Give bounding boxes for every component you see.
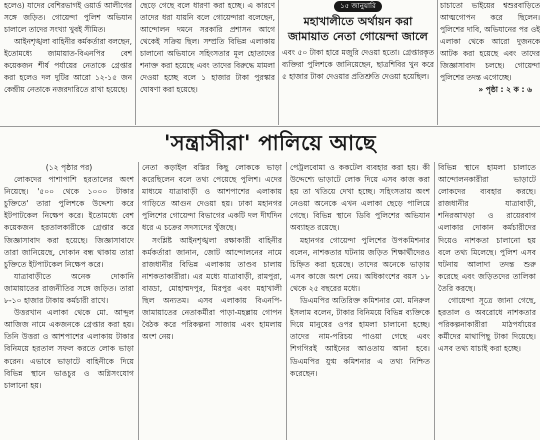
paragraph: বিভিন্ন স্থানে হামলা চালাতে আন্দোলনকারীরা ভাড়াটে লোকদের ব্যবহার করছে। রাজধানীর যাত্রাবাড়ী, শনিরআখড়া ও রায়েরবাগ এলাকার দোকান কর্মচারীদের দিয়েও নাশকতা চালানো হয় বলে তথ্য মিলেছে। পুলিশ এসব ঘটনায় আলাদা তদন্ত শুরু করেছে এবং জড়িতদের তালিকা তৈরি করছে। xyxy=(438,163,536,293)
main-headline: 'সন্ত্রাসীরা' পালিয়ে আছে xyxy=(164,131,376,155)
paragraph: লোকদের পাশাপাশি হরতালের অংশ নিয়েছে। '৫০০ থেকে ১০০০ টাকার চুক্তিতে' তারা পুলিশকে উদ্দেশ্য করে ইটপাটকেল নিক্ষেপ করে। ইতোমধ্যে বেশ কয়েকজন হরতালকারীকে গ্রেপ্তার করে জিজ্ঞাসাবাদ করা হয়েছে। জিজ্ঞাসাবাদে তারা জানিয়েছে, দোকান বন্ধ থাকায় তারা চুক্তিতে ইটপাটকেল নিক্ষেপ করে। xyxy=(4,175,134,269)
paragraph: হলেও) যাদের বেশিরভাগই ওয়ার্ড আলীগের সঙ্গে জড়িত। গোয়েন্দা পুলিশ অভিযান চালালে তাদের সংখ্যা খুবই সীমিত। xyxy=(4,1,132,34)
paragraph: নেতা কড়াইল বস্তির কিছু লোককে ভাড়া করেছিলেন বলে তথ্য পেয়েছে পুলিশ। এদের মাধ্যমে যাত্রাবাড়ী ও আশপাশের এলাকায় গাড়িতে আগুন দেওয়া হয়। ঢাকা মহানগর পুলিশের গোয়েন্দা বিভাগের একটি দল দীর্ঘদিন ধরে এ চক্রের সদস্যদের খুঁজছে। xyxy=(142,163,282,233)
column-rule xyxy=(278,0,279,125)
paragraph: সংশ্লিষ্ট আইনশৃঙ্খলা রক্ষাকারী বাহিনীর কর্মকর্তারা জানান, জোট আন্দোলনের নামে রাজধানীর বিভিন্ন এলাকায় তাণ্ডব চালায় নাশকতাকারীরা। এর মধ্যে যাত্রাবাড়ী, রামপুরা, বাড্ডা, মোহাম্মদপুর, মিরপুর এবং মহাখালী ছিল অন্যতম। এসব এলাকায় বিএনপি-জামায়াতের নেতাকর্মীরা পাড়া-মহল্লায় গোপন বৈঠক করে পরিকল্পনা সাজায় এবং হামলায় অংশ নেয়। xyxy=(142,235,282,342)
article-column-2 xyxy=(142,162,282,440)
column-rule xyxy=(135,0,136,125)
column-rule xyxy=(437,0,438,125)
paragraph: আইনশৃঙ্খলা বাহিনীর কর্মকর্তারা বলছেন, ইতোমধ্যে জামায়াত-বিএনপির বেশ কয়েকজন শীর্ষ পর্যায়ের নেতাকে গ্রেপ্তার করা হলেও দল দুটির আরো ১২-১৫ জন কেন্দ্রীয় নেতাকে নজরদারিতে রাখা হয়েছে। xyxy=(4,37,132,94)
continued-from: (১২ পৃষ্ঠার পর) xyxy=(45,163,93,172)
article-column-1 xyxy=(4,162,134,440)
article-column-3 xyxy=(290,162,430,440)
column-rule xyxy=(434,162,435,440)
paragraph: যাত্রাবাড়ীতে অনেক দোকানি জামায়াতের রাজনীতির সঙ্গে জড়িত। তারা ৮-১০ হাজার টাকায় কর্মচারী রাখে। xyxy=(4,271,134,306)
paragraph: পেট্রলবোমা ও ককটেল ব্যবহার করা হয়। কী উদ্দেশ্যে ভাড়াটে লোক দিয়ে এসব কাজ করা হয় তা খতিয়ে দেখা হচ্ছে। সহিংসতায় অংশ নেওয়া অনেকে এখন এলাকা ছেড়ে পালিয়ে গেছে। বিভিন্ন স্থানে ডিবি পুলিশের অভিযান অব্যাহত রয়েছে। xyxy=(290,163,430,233)
column-rule xyxy=(286,162,287,440)
paragraph: গোয়েন্দা সূত্রে জানা গেছে, হরতাল ও অবরোধে নাশকতার পরিকল্পনাকারীরা মাঠপর্যায়ের কর্মীদের মাথাপিছু টাকা দিয়েছে। এসব তথ্য যাচাই করা হচ্ছে। xyxy=(438,296,536,354)
top-right-column xyxy=(282,0,434,125)
paragraph: মহানগর গোয়েন্দা পুলিশের উপকমিশনার বলেন, নাশকতার ঘটনায় জড়িত শিক্ষার্থীদেরও চিহ্নিত করা হয়েছে। তাদের অনেকে ভাড়ায় এসব কাজে অংশ নেয়। অধিকাংশের বয়স ১৮ থেকে ২৫ বছরের মধ্যে। xyxy=(290,235,430,293)
story-headline: মহাখালীতে অর্থায়ন করা জামায়াত নেতা গোয়েন্দা জালে xyxy=(288,15,428,43)
paragraph: চাচাতো ভাইয়ের শ্বশুরবাড়িতে আত্মগোপন করে ছিলেন। পুলিশের দাবি, অভিযানের পর ওই এলাকা থেকে আরো দুজনকে আটক করা হয়েছে এবং তাদের জিজ্ঞাসাবাদ চলছে। গোয়েন্দা পুলিশের তদন্ত এগোচ্ছে। xyxy=(440,1,540,82)
paragraph: ডিএমপির অতিরিক্ত কমিশনার মো. মনিরুল ইসলাম বলেন, টাকার বিনিময়ে বিভিন্ন ব্যক্তিকে দিয়ে মানুষের ওপর হামলা চালানো হচ্ছে। তাদের নাম-পরিচয় পাওয়া গেছে এবং শিগগিরই আইনের আওতায় আনা হবে। ডিএমপির যুগ্ম কমিশনার এ তথ্য নিশ্চিত করেছেন। xyxy=(290,296,430,378)
column-rule xyxy=(138,162,139,440)
paragraph: উত্তরখান এলাকা থেকে মো. আব্দুল আজিজ নামে একজনকে গ্রেপ্তার করা হয়। তিনি উত্তরা ও আশপাশের এলাকায় টাকার বিনিময়ে হরতাল সফল করতে লোক ভাড়া করেন। এভাবে ভাড়াটে বাহিনীকে দিয়ে বিভিন্ন স্থানে ভাঙচুর ও অগ্নিসংযোগ চালানো হয়। xyxy=(4,308,134,390)
paragraph: ছেড়ে গেছে বলে ধারণা করা হচ্ছে। এ কারণে তাদের ধরা যায়নি বলে গোয়েন্দারা বলেছেন, আন্দোলন দমনে সরকারি প্রশাসন আগে থেকেই সক্রিয় ছিল। সম্প্রতি বিভিন্ন এলাকায় চালানো অভিযানে সহিংসতার মূল হোতাদের শনাক্ত করা হয়েছে এবং তাদের বিরুদ্ধে মামলা দেওয়া হচ্ছে বলে ১ হাজার টাকা পুরস্কার ঘোষণা করা হয়েছে। xyxy=(140,1,275,94)
section-rule xyxy=(0,126,540,127)
top-far-right-column xyxy=(440,0,540,125)
continued-page-ref: » পৃষ্ঠা : ২ ক : ৬ xyxy=(478,85,532,94)
top-left-column xyxy=(4,0,132,125)
top-middle-column xyxy=(140,0,275,125)
article-column-4 xyxy=(438,162,536,440)
date-label: ১৫ জানুয়ারি xyxy=(334,1,382,12)
paragraph: এবং ৫০ টাকা হারে মজুরি দেওয়া হতো। গ্রেপ্তারকৃত ব্যক্তিরা পুলিশকে জানিয়েছেন, ছাত্রশিবির খুন করে ৫ হাজার টাকা দেওয়ার প্রতিশ্রুতি দেওয়া হয়েছিল। xyxy=(282,48,434,81)
